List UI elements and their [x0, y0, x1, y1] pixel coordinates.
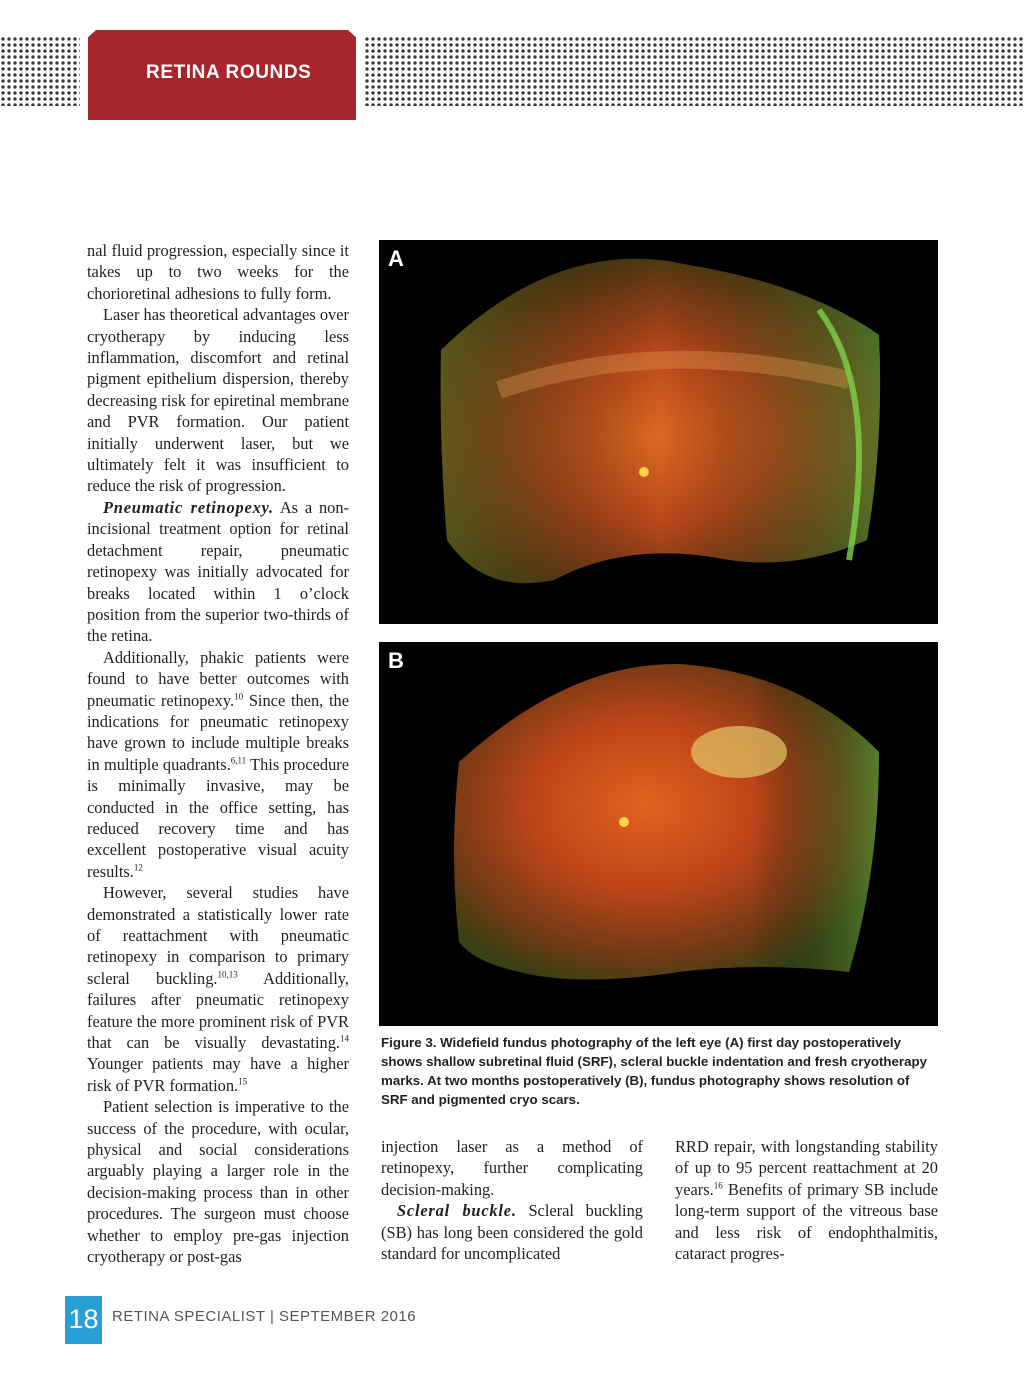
paragraph-text: RRD repair, with longstanding stability of up to 95 percent reattachment at 20 years.: [675, 1137, 938, 1199]
paragraph: Laser has theoretical advantages over cryotherapy by inducing less inflammation, discomfort and retinal pigment epithelium dispersion, thereby decreasing risk for epiretinal membrane and PVR formation. Our patient initially underwent laser, but we ultimately felt it was insufficient to reduce the risk of progression.: [87, 305, 349, 496]
paragraph-text: This procedure is minimally invasive, may be conducted in the office setting, has reduced recovery time and has excellent postoperative visual acuity results.: [87, 754, 349, 881]
fundus-image-a: [379, 240, 938, 624]
reference-superscript: 12: [133, 862, 143, 873]
fundus-photo-panel-a: [379, 240, 938, 624]
paragraph: injection laser as a method of retinopexy, further complicating decision-making.: [381, 1137, 643, 1199]
run-in-heading-pneumatic: Pneumatic retinopexy.: [103, 497, 274, 517]
reference-superscript: 16: [713, 1180, 723, 1191]
panel-label-b: B: [388, 648, 404, 673]
paragraph: nal fluid progression, especially since it takes up to two weeks for the chorioretinal adhesions to fully form.: [87, 241, 349, 303]
figure-caption: Figure 3. Widefield fundus photography of the left eye (A) first day postoperatively shows shallow subretinal fluid (SRF), scleral buckle indentation and fresh cryotherapy marks. At two months postoperatively (B), fundus photography shows resolution of SRF and pigmented cryo scars.: [381, 1035, 928, 1107]
paragraph-text: Scleral buckling (SB) has long been considered the gold standard for uncomplicated: [381, 1201, 643, 1264]
text-column-1: [87, 240, 349, 1268]
paragraph: [87, 882, 349, 1096]
paragraph-text: Additionally, phakic patients were found to have better outcomes with pneumatic retinopexy.: [87, 647, 349, 710]
paragraph: [87, 497, 349, 647]
text-column-3: [675, 1136, 938, 1264]
reference-superscript: 6,11: [230, 755, 247, 766]
paragraph-text: However, several studies have demonstrated a statistically lower rate of reattachment with pneumatic retinopexy in comparison to primary scleral buckling.: [87, 883, 349, 988]
page-number-box: [65, 1296, 102, 1344]
section-label: RETINA ROUNDS: [146, 62, 312, 83]
paragraph-text: Benefits of primary SB include long-term support of the vitreous base and less risk of endophthalmitis, cataract progres-: [675, 1179, 938, 1264]
reference-superscript: 14: [340, 1033, 349, 1044]
header-dot-pattern-right: [364, 36, 1024, 106]
paragraph: Patient selection is imperative to the success of the procedure, with ocular, physical and social considerations arguably playing a larger role in the decision-making process than in other procedures. The surgeon must choose whether to employ pre-gas injection cryotherapy or post-gas: [87, 1097, 349, 1267]
reference-superscript: 10,13: [217, 969, 238, 980]
fundus-image-b: [379, 642, 938, 1026]
paragraph-text: As a non-incisional treatment option for retinal detachment repair, pneumatic retinopexy was initially advocated for breaks located within 1 o’clock position from the superior two-thirds of the retina.: [87, 497, 349, 646]
paragraph: [381, 1200, 643, 1264]
paragraph: [675, 1136, 938, 1264]
run-in-heading-scleral: Scleral buckle.: [397, 1201, 517, 1221]
reference-superscript: 10: [234, 691, 244, 702]
fundus-photo-panel-b: [379, 642, 938, 1026]
header-dot-pattern-left: [0, 36, 80, 106]
panel-label-a: A: [388, 246, 404, 271]
reference-superscript: 15: [238, 1076, 248, 1087]
paragraph-text: Additionally, failures after pneumatic retinopexy feature the more prominent risk of PVR that can be visually devastating.: [87, 968, 349, 1053]
publication-footer: RETINA SPECIALIST | SEPTEMBER 2016: [112, 1308, 417, 1325]
paragraph-text: Younger patients may have a higher risk of PVR formation.: [87, 1054, 349, 1095]
page-number: 18: [68, 1304, 99, 1334]
text-column-2: [381, 1136, 643, 1264]
paragraph-text: Since then, the indications for pneumatic retinopexy have grown to include multiple breaks in multiple quadrants.: [87, 690, 349, 774]
paragraph: [87, 647, 349, 882]
